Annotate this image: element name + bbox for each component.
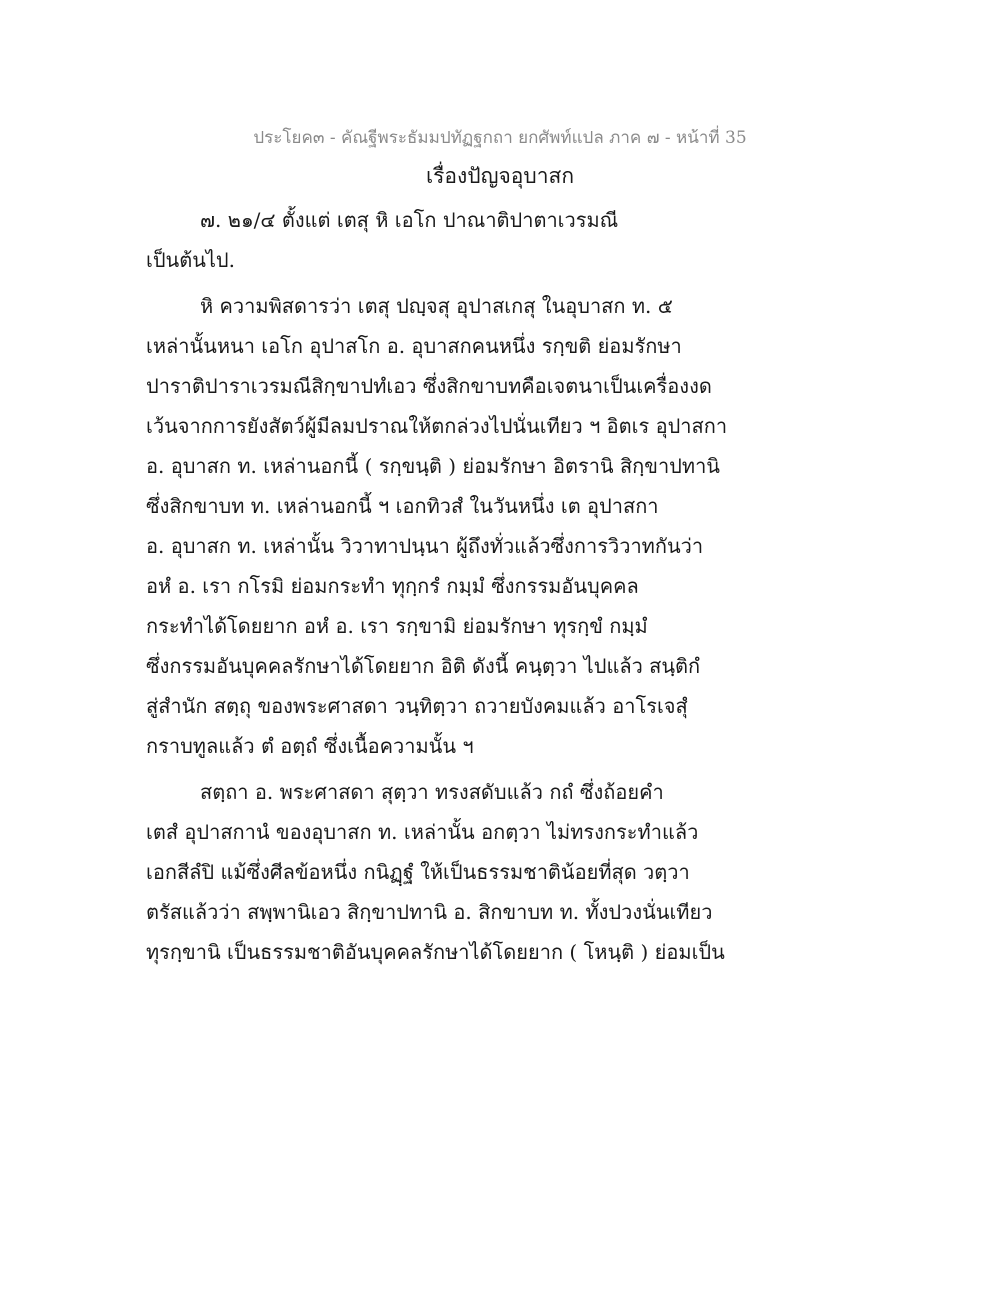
text-line: อ. อุบาสก ท. เหล่านอกนี้ ( รกฺขนฺติ ) ย่อมรักษา อิตรานิ สิกฺขาปทานิ [146, 454, 720, 478]
body-text [146, 200, 726, 972]
text-line: เหล่านั้นหนา เอโก อุปาสโก อ. อุบาสกคนหนึ่ง รกฺขติ ย่อมรักษา [146, 334, 682, 358]
paragraph [146, 286, 726, 766]
text-line: ทุรกฺขานิ เป็นธรรมชาติอันบุคคลรักษาได้โดยยาก ( โหนฺติ ) ย่อมเป็น [146, 940, 725, 964]
text-line: ซึ่งสิกขาบท ท. เหล่านอกนี้ ฯ เอกทิวสํ ในวันหนึ่ง เต อุปาสกา [146, 494, 659, 518]
text-line: เตสํ อุปาสกานํ ของอุบาสก ท. เหล่านั้น อกตฺวา ไม่ทรงกระทำแล้ว [146, 820, 699, 844]
text-line: กราบทูลแล้ว ตํ อตฺถํ ซึ่งเนื้อความนั้น ฯ [146, 734, 474, 758]
paragraph [146, 200, 726, 280]
paragraph [146, 772, 726, 972]
running-header: ประโยค๓ - คัณฐีพระธัมมปทัฏฐกถา ยกศัพท์แปล ภาค ๗ - หน้าที่ 35 [253, 128, 747, 148]
text-line: ซึ่งกรรมอันบุคคลรักษาได้โดยยาก อิติ ดังนี้ คนฺตฺวา ไปแล้ว สนฺติกํ [146, 654, 701, 678]
text-line: สตฺถา อ. พระศาสดา สุตฺวา ทรงสดับแล้ว กถํ ซึ่งถ้อยคำ [200, 780, 664, 804]
text-line: เว้นจากการยังสัตว์ผู้มีลมปราณให้ตกล่วงไปนั่นเทียว ฯ อิตเร อุปาสกา [146, 414, 728, 438]
text-line: ตรัสแล้วว่า สพฺพานิเอว สิกฺขาปทานิ อ. สิกขาบท ท. ทั้งปวงนั่นเทียว [146, 900, 713, 924]
text-line: เป็นต้นไป. [146, 248, 235, 272]
text-line: ปาราติปาราเวรมณีสิกฺขาปทํเอว ซึ่งสิกขาบทคือเจตนาเป็นเครื่องงด [146, 374, 712, 398]
page-title: เรื่องปัญจอุบาสก [425, 164, 575, 188]
text-line: อหํ อ. เรา กโรมิ ย่อมกระทำ ทุกฺกรํ กมฺมํ ซึ่งกรรมอันบุคคล [146, 574, 639, 598]
text-line: กระทำได้โดยยาก อหํ อ. เรา รกฺขามิ ย่อมรักษา ทุรกฺขํ กมฺมํ [146, 614, 648, 638]
text-line: เอกสีลํปิ แม้ซึ่งศีลข้อหนึ่ง กนิฏฺฐํ ให้เป็นธรรมชาติน้อยที่สุด วตฺวา [146, 860, 690, 884]
text-line: อ. อุบาสก ท. เหล่านั้น วิวาทาปนฺนา ผู้ถึงทั่วแล้วซึ่งการวิวาทกันว่า [146, 534, 704, 558]
text-line: สู่สำนัก สตฺถุ ของพระศาสดา วนฺทิตฺวา ถวายบังคมแล้ว อาโรเจสุํ [146, 694, 688, 718]
text-line: ๗. ๒๑/๔ ตั้งแต่ เตสุ หิ เอโก ปาณาติปาตาเวรมณี [200, 208, 619, 232]
text-line: หิ ความพิสดารว่า เตสุ ปญฺจสุ อุปาสเกสุ ในอุบาสก ท. ๕ [200, 294, 673, 318]
